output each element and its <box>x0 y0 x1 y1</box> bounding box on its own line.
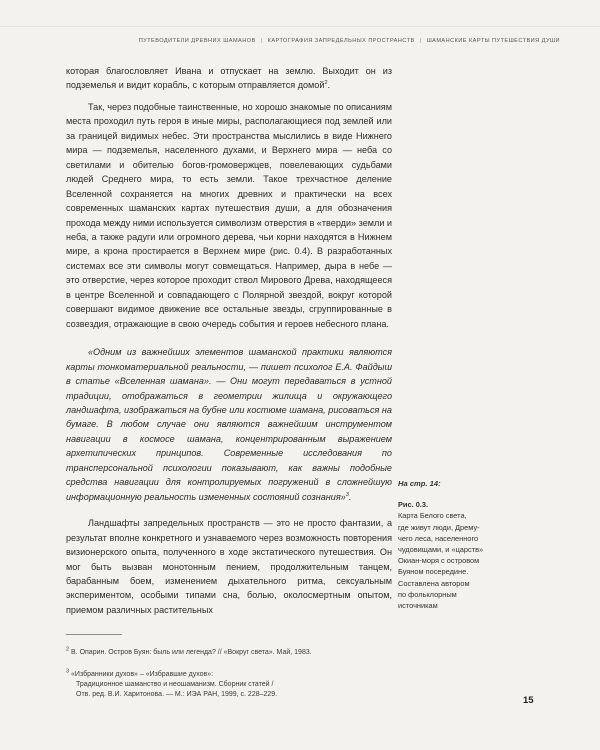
page-reference: На стр. 14: <box>398 479 441 488</box>
figure-label: Рис. 0.3. <box>398 500 429 510</box>
footnote-divider <box>66 634 122 635</box>
footnote-ref-2: 2 <box>324 80 328 87</box>
footnote-3-line-3: Отв. ред. В.И. Харитонова. — М.: ИЭА РАН, 1999, с. 228–229. <box>76 691 278 698</box>
running-head-part-3: ШАМАНСКИЕ КАРТЫ ПУТЕШЕСТВИЯ ДУШИ <box>426 38 560 44</box>
main-text-column <box>66 64 392 617</box>
running-head-part-2: КАРТОГРАФИЯ ЗАПРЕДЕЛЬНЫХ ПРОСТРАНСТВ <box>267 38 415 44</box>
paragraph-4: Ландшафты запредельных пространств — это не просто фантазии, а результат вполне конкретного и узнаваемого через возможность повторения визионерского опыта, полученного в ходе экстатического путешествия. Он мог быть вызван монотонным пением, продолжительным танцем, барабанным боем, изменением дыхательного ритма, сексуальным экспериментом, особыми типами сна, болью, околосмертным опытом, приемом различных растительных <box>66 518 392 615</box>
running-head-part-1: ПУТЕВОДИТЕЛИ ДРЕВНИХ ШАМАНОВ <box>138 38 256 44</box>
paragraph-1: которая благословляет Ивана и отпускает на землю. Выходит он из подземелья и видит корабль, с которым отправляется домой$^2$. <box>66 66 392 91</box>
footnote-3-line-1: «Избранники духов» – «Избравшие духов»: <box>71 671 214 678</box>
paragraph-1-text: которая благословляет Ивана и отпускает на землю. Выходит он из подземелья и видит корабль, с которым отправляется домой <box>66 66 392 91</box>
running-head-separator: | <box>419 38 422 44</box>
quote-paragraph: «Одним из важнейших элементов шаманской практики являются карты тонкоматериальной реальности, — пишет психолог Е.А. Файдыш в статье «Вселенная шамана». — Они могут передаваться в устной традиции, отображаться в геометрии жилища и окружающего ландшафта, изображаться на бубне или костюме шамана, рисоваться на бумаге. В любом случае они являются важнейшим инструментом навигации в космосе шамана, концентрированным выражением архетипических принципов. Современные исследования по трансперсональной психологии показывают, как важны подобные средства навигации для контролируемых погружений в сложнейшую информационную реальность измененных состояний сознания»$^3$. <box>66 347 392 502</box>
footnote-ref-3: 3 <box>345 491 349 498</box>
footnote-3-number: 3 <box>66 668 70 675</box>
footnote-3-line-2: Традиционное шаманство и неошаманизм. Сборник статей / <box>76 681 274 688</box>
paragraph-2: Так, через подобные таинственные, но хорошо знакомые по описаниям места проходил путь героя в иные миры, располагающиеся под землей или за границей видимых небес. Эти пространства мыслились в виде Нижнего мира — подземелья, населенного духами, и Верхнего мира — неба со светилами и обителью богов-громовержцев, повелевающих судьбами людей Среднего мира, то есть земли. Такое трехчастное деление Вселенной сохраняется на многих древних и практически на всех современных шаманских картах путешествия души, а для обозначения прохода между ними используется символизм отверстия в «тверди» земли и неба, а также радуги или огромного дерева, чьи корни находятся в Нижнем мире, а крона простирается в Верхнем мире (рис. 0.4). В разработанных системах все эти символы могут совмещаться. Например, дыра в небе — это отверстие, через которое проходит ствол Мирового Древа, находящееся в центре Вселенной и совпадающего с Полярной звездой, вокруг которой совершают видимое движение все остальные звезды, сгруппированные в созвездия, отражающие в свою очередь события и героев небесного плана. <box>66 101 393 329</box>
page-number: 15 <box>523 695 534 706</box>
header-rule <box>0 26 600 27</box>
footnote-2 <box>66 648 396 658</box>
figure-caption: Карта Белого света, где живут люди, Дрему- чего леса, населенного чудовищами, и «царств» Окиан-моря с островом Буяном посередине. Составлена автором по фольклорным источникам <box>398 511 484 611</box>
running-head-separator: | <box>260 38 263 44</box>
footnote-2-text: В. Опарин. Остров Буян: быль или легенда? // «Вокруг света». Май, 1983. <box>71 649 312 656</box>
footnote-2-number: 2 <box>66 646 70 653</box>
footnotes <box>66 648 396 700</box>
figure-sidebar <box>398 478 494 611</box>
running-head <box>139 38 560 44</box>
footnote-3 <box>66 670 396 700</box>
quote-text: «Одним из важнейших элементов шаманской практики являются карты тонкоматериальной реальности, — пишет психолог Е.А. Файдыш в статье «Вселенная шамана». — Они могут передаваться в устной традиции, отображаться в геометрии жилища и окружающего ландшафта, изображаться на бубне или костюме шамана, рисоваться на бумаге. В любом случае они являются важнейшим инструментом навигации в космосе шамана, концентрированным выражением архетипических принципов. Современные исследования по трансперсональной психологии показывают, как важны подобные средства навигации для контролируемых погружений в сложнейшую информационную реальность измененных состояний сознания» <box>66 347 392 502</box>
